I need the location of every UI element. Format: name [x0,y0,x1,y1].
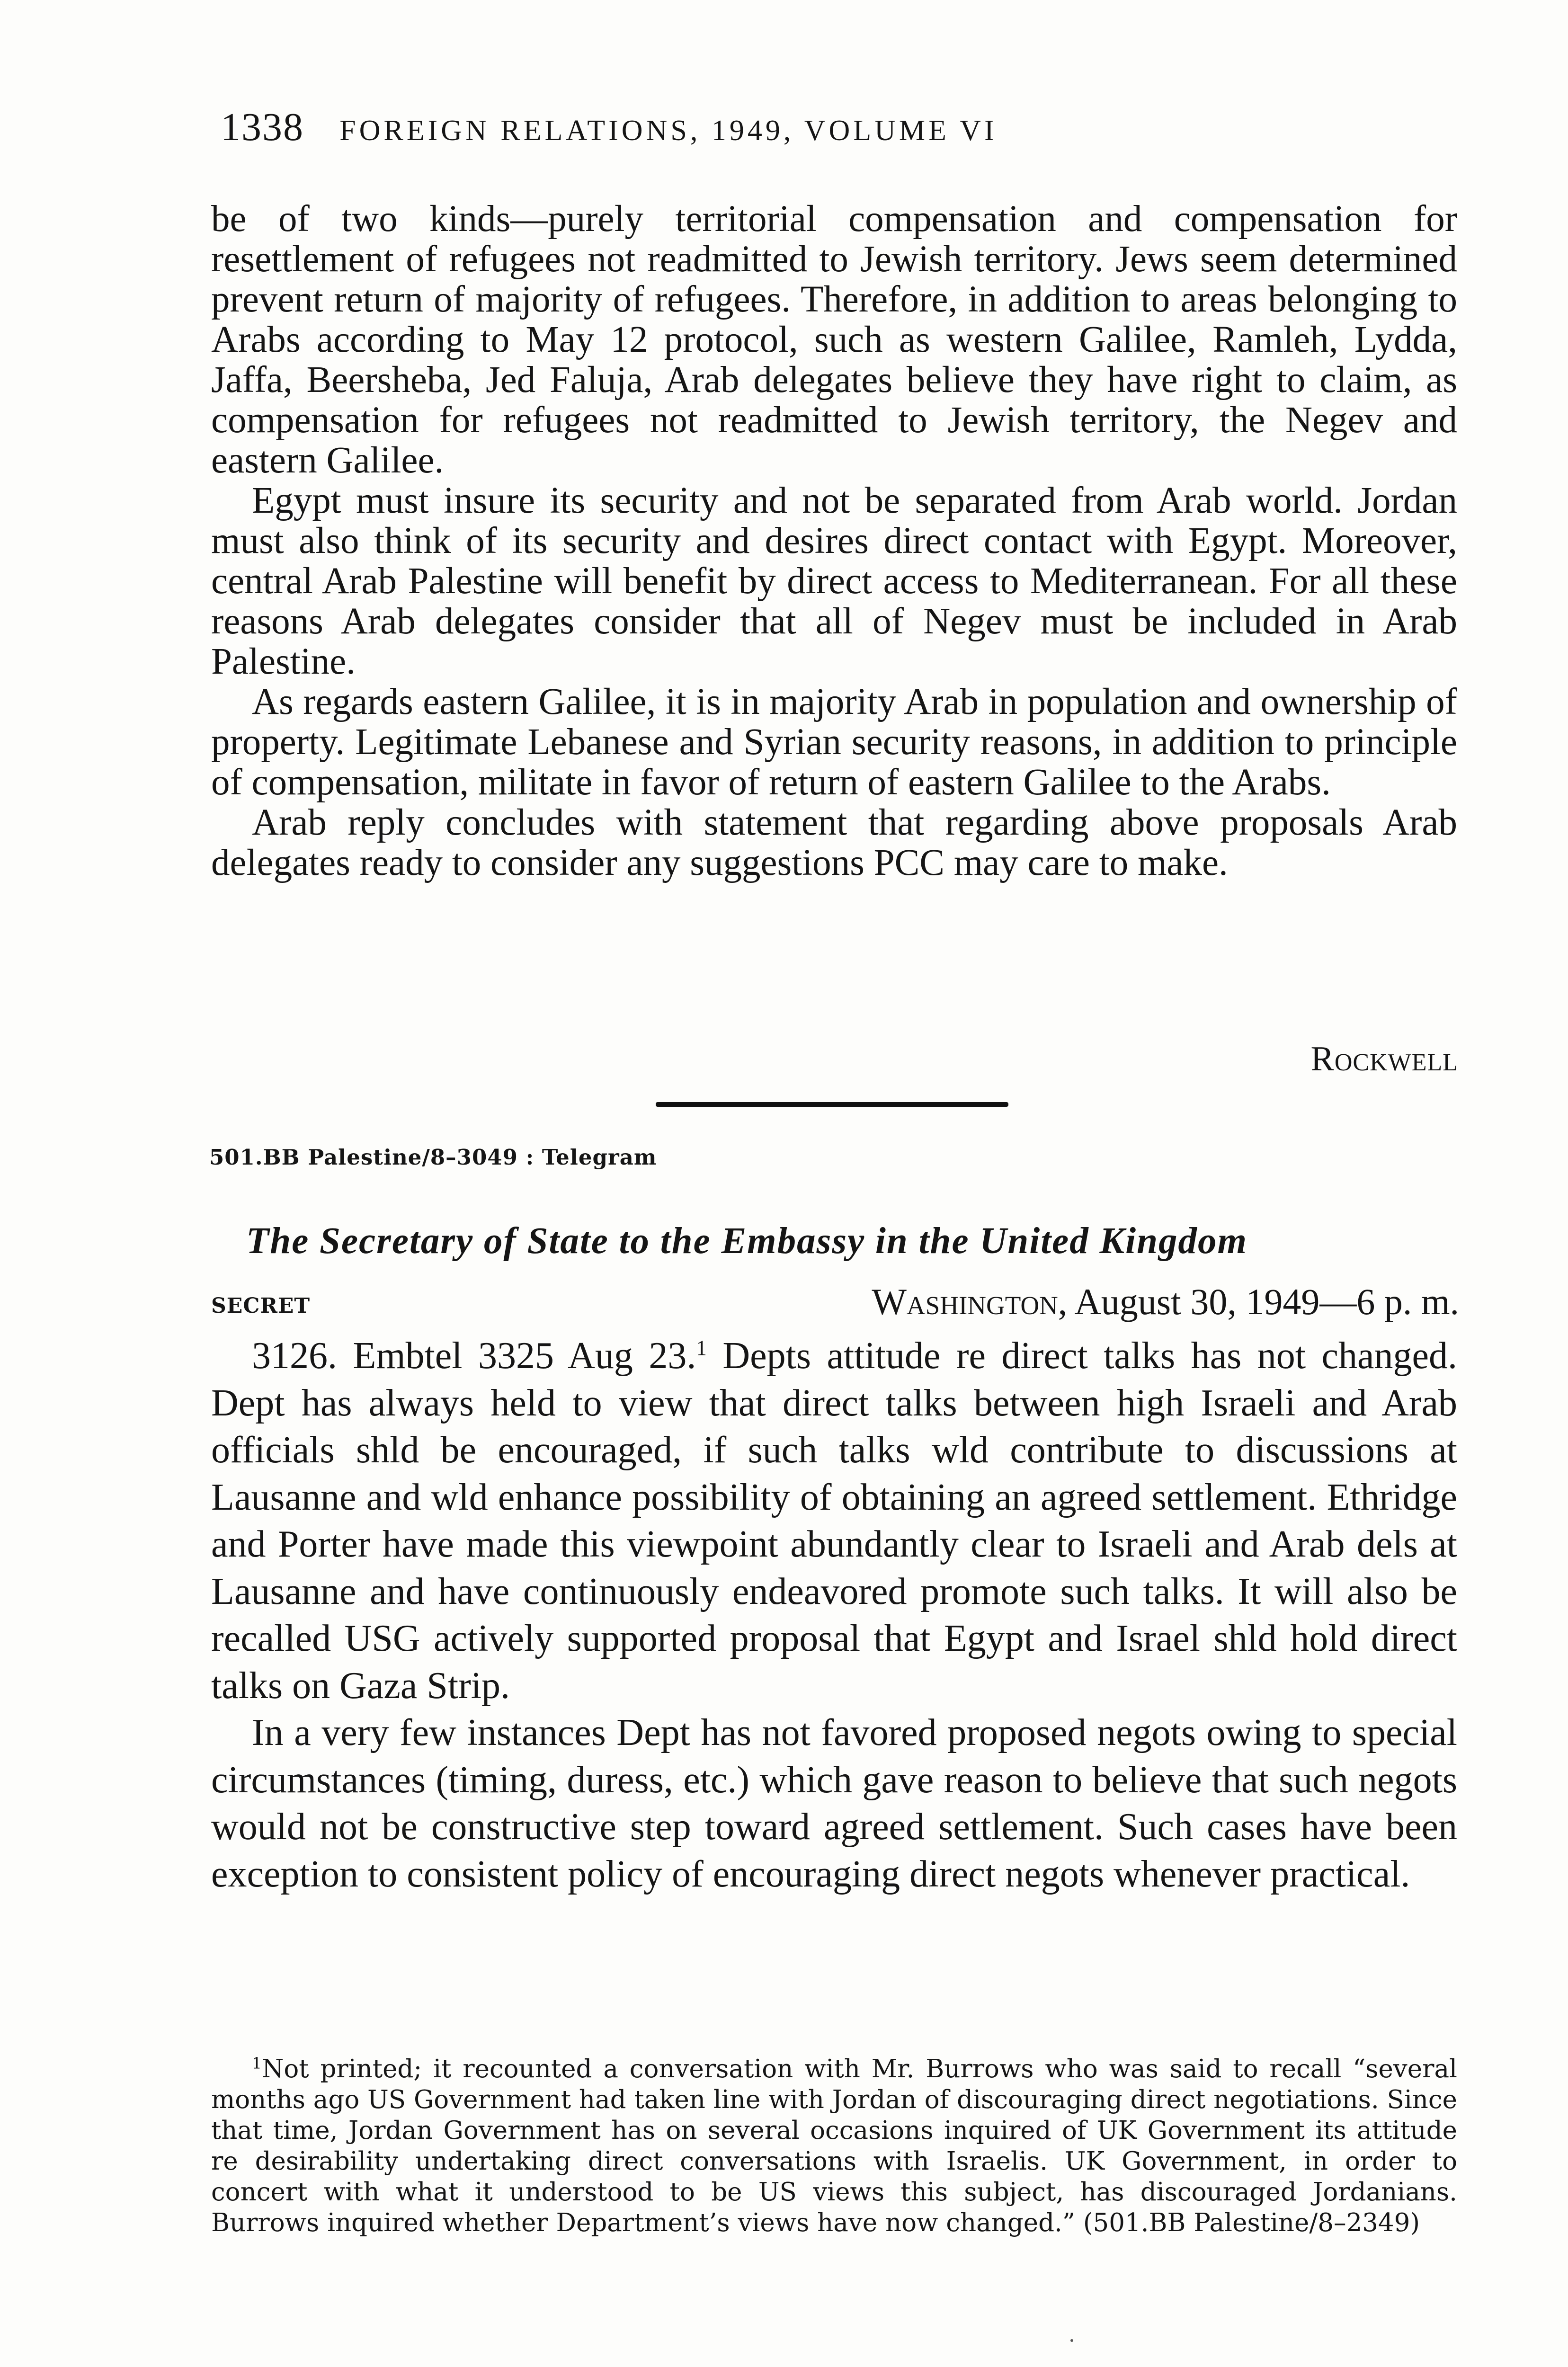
page-header [221,104,1215,161]
continued-message-body [211,199,1457,883]
telegram-paragraph-1 [211,1333,1457,1709]
telegram-paragraph-1-text: Depts attitude re direct talks has not changed. Dept has always held to view that direct talks between high Israeli and Arab officials shld be encouraged, if such talks wld contribute to discussions at Lausanne and wld enhance possibility of obtaining an agreed settlement. Ethridge and Porter have made this viewpoint abundantly clear to Israeli and Arab dels at Lausanne and have continuously endeavored promote such talks. It will also be recalled USG actively supported proposal that Egypt and Israel shld hold direct talks on Gaza Strip. [211,1335,1457,1707]
section-divider [656,1102,1008,1107]
body-paragraph-2: Egypt must insure its security and not be separated from Arab world. Jordan must also think of its security and desires direct contact with Egypt. Moreover, central Arab Palestine will benefit by direct access to Mediterranean. For all these reasons Arab delegates consider that all of Negev must be included in Arab Palestine. [211,480,1457,682]
footnote-text: Not printed; it recounted a conversation with Mr. Burrows who was said to recall “several months ago US Government had taken line with Jordan of discouraging direct negotiations. Since that time, Jordan Government has on several occasions inquired of UK Government its attitude re desirability undertaking direct conversations with Israelis. UK Government, in order to concert with what it understood to be US views this subject, has discouraged Jordanians. Burrows inquired whether Department’s views have now changed.” (501.BB Palestine/8–2349) [211,2055,1457,2237]
classification: SECRET [211,1294,311,1318]
footnote-1 [211,2054,1457,2238]
telegram-body [211,1333,1457,1898]
document-title: The Secretary of State to the Embassy in the United Kingdom [246,1220,1247,1262]
telegram-paragraph-2: In a very few instances Dept has not favored proposed negots owing to special circumstances (timing, duress, etc.) which gave reason to believe that such negots would not be constructive step toward agreed settlement. Such cases have been exception to consistent policy of encouraging direct negots whenever practical. [211,1712,1457,1895]
footnote-number: 1 [252,2054,262,2073]
body-paragraph-3: As regards eastern Galilee, it is in majority Arab in population and ownership of property. Legitimate Lebanese and Syrian security reasons, in addition to principle of compensation, militate in favor of return of eastern Galilee to the Arabs. [211,681,1457,803]
page-number: 1338 [221,105,304,149]
signature: Rockwell [1310,1040,1458,1078]
telegram-paragraph-1-opening: 3126. Embtel 3325 Aug 23. [252,1335,696,1377]
footnotes [211,2054,1457,2238]
file-reference: 501.BB Palestine/8–3049 : Telegram [209,1145,657,1170]
dateline-date: August 30, 1949—6 p. m. [1067,1281,1459,1322]
dateline [763,1281,1459,1323]
page-mark [1070,2339,1073,2342]
body-paragraph-4: Arab reply concludes with statement that regarding above proposals Arab delegates ready to consider any suggestions PCC may care to make. [211,802,1457,883]
footnote-reference: 1 [696,1336,707,1360]
running-head: FOREIGN RELATIONS, 1949, VOLUME VI [339,115,998,147]
body-paragraph-1: be of two kinds—purely territorial compensation and compensation for resettlement of refugees not readmitted to Jewish territory. Jews seem determined prevent return of majority of refugees. Therefore, in addition to areas belonging to Arabs according to May 12 protocol, such as western Galilee, Ramleh, Lydda, Jaffa, Beersheba, Jed Faluja, Arab delegates believe they have right to claim, as compensation for refugees not readmitted to Jewish territory, the Negev and eastern Galilee. [211,198,1457,481]
dateline-place: Washington, [872,1281,1068,1322]
